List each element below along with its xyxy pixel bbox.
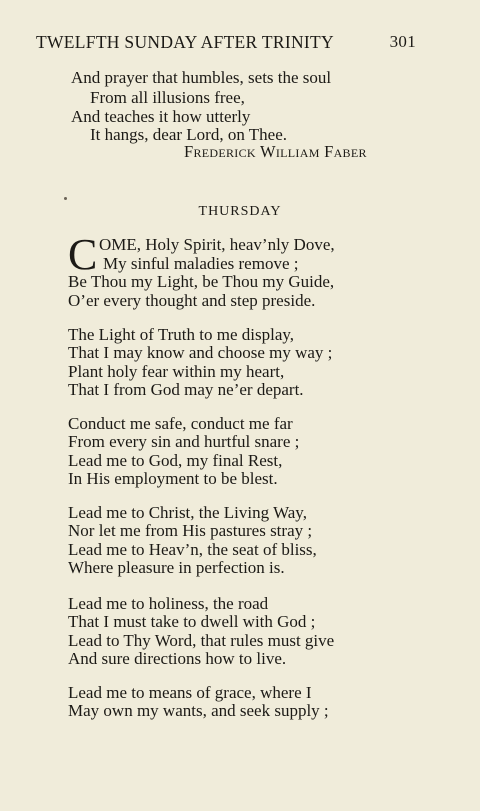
hymn-line: The Light of Truth to me display, [68,325,295,344]
hymn-line: Lead me to means of grace, where I [68,683,312,702]
hymn-line: O’er every thought and step preside. [68,291,316,310]
prev-hymn-line: It hangs, dear Lord, on Thee. [90,125,288,144]
hymn-line: That I from God may ne’er depart. [68,380,304,399]
running-title: TWELFTH SUNDAY AFTER TRINITY [36,32,334,52]
prev-hymn-line: From all illusions free, [90,88,245,107]
drop-cap: C [68,230,98,279]
hymn-line: My sinful maladies remove ; [103,254,299,273]
hymn-line: Be Thou my Light, be Thou my Guide, [68,272,335,291]
hymn-line: Lead me to Heav’n, the seat of bliss, [68,540,317,559]
hymn-attribution: Frederick William Faber [184,142,367,161]
hymn-line: That I must take to dwell with God ; [68,612,316,631]
hymn-line: In His employment to be blest. [68,469,278,488]
hymn-line: Lead me to holiness, the road [68,594,269,613]
hymn-line: May own my wants, and seek supply ; [68,701,329,720]
hymn-line: Lead me to God, my final Rest, [68,451,283,470]
hymn-line: Lead to Thy Word, that rules must give [68,631,335,650]
hymn-line: Plant holy fear within my heart, [68,362,285,381]
hymn-line: OME, Holy Spirit, heav’nly Dove, [99,235,335,254]
hymn-line: Conduct me safe, conduct me far [68,414,293,433]
hymn-line: From every sin and hurtful snare ; [68,432,300,451]
prev-hymn-line: And prayer that humbles, sets the soul [71,68,332,87]
section-title: THURSDAY [198,204,282,219]
hymn-line: Where pleasure in perfection is. [68,558,285,577]
ink-speck [64,197,67,200]
hymn-line: Lead me to Christ, the Living Way, [68,503,307,522]
hymn-line: That I may know and choose my way ; [68,343,333,362]
prev-hymn-line: And teaches it how utterly [71,107,251,126]
hymn-line: And sure directions how to live. [68,649,287,668]
hymn-line: Nor let me from His pastures stray ; [68,521,313,540]
page-number: 301 [389,32,416,51]
